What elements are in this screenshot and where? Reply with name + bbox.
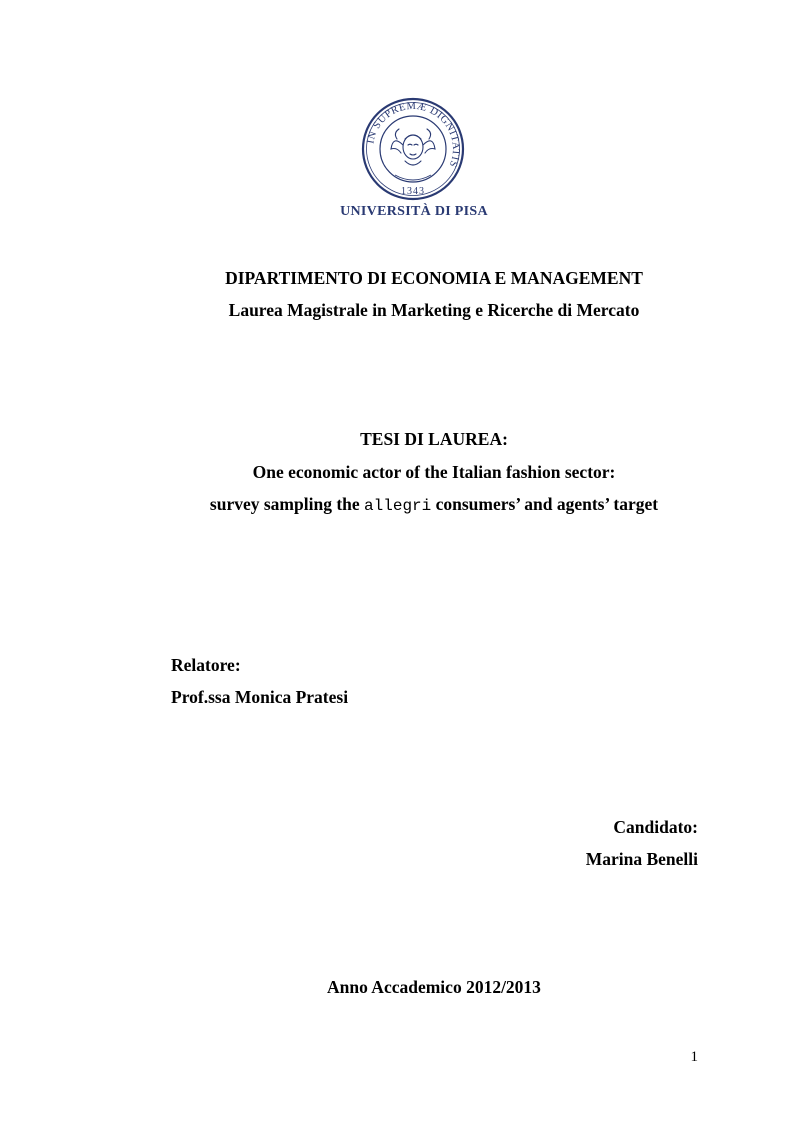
page-number: 1 [690,1049,698,1065]
svg-text:IN SUPREMÆ DIGNITATIS: IN SUPREMÆ DIGNITATIS [365,100,462,169]
candidate-label: Candidato: [613,817,698,837]
supervisor-name: Prof.ssa Monica Pratesi [171,687,349,707]
thesis-label: TESI DI LAUREA: [360,429,508,449]
thesis-title-line-1: One economic actor of the Italian fashion sector: [252,462,616,482]
thesis-title-line-2 [0,494,793,515]
supervisor-label: Relatore: [171,655,241,675]
department-name: DIPARTIMENTO DI ECONOMIA E MANAGEMENT [225,268,643,288]
thesis-title-prefix: survey sampling the [209,494,365,514]
candidate-name: Marina Benelli [585,849,698,869]
academic-year: Anno Accademico 2012/2013 [327,977,541,997]
degree-program: Laurea Magistrale in Marketing e Ricerche di Mercato [228,300,640,320]
university-seal-logo [361,97,465,201]
svg-text:1343: 1343 [401,186,425,197]
thesis-title-suffix: consumers’ and agents’ target [431,494,659,514]
brand-name: allegri [364,497,432,515]
university-name: UNIVERSITÀ DI PISA [340,204,488,219]
